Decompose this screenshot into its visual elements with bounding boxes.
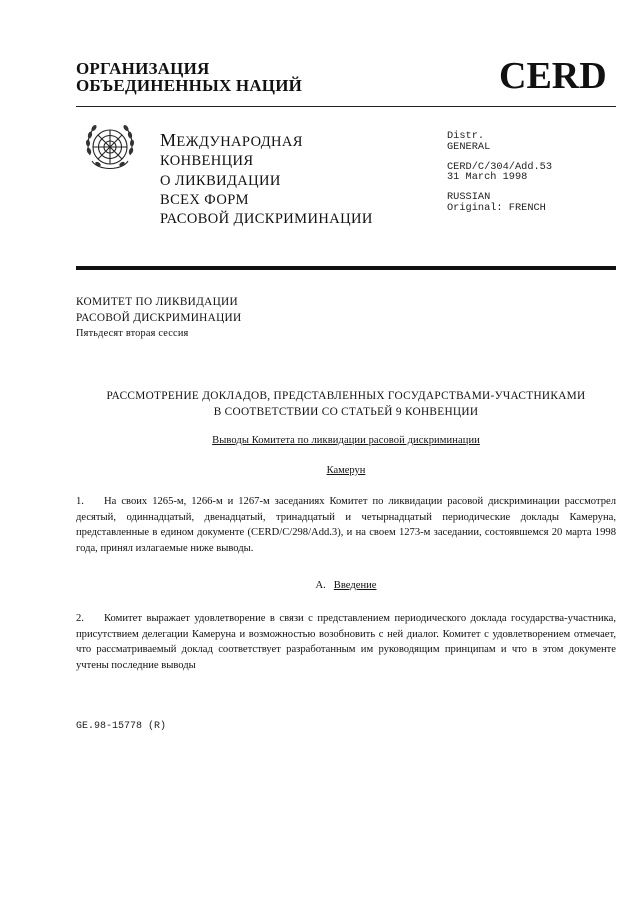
document-date: 31 March 1998	[447, 171, 528, 184]
original-language: Original: FRENCH	[447, 201, 546, 214]
convention-line-1: ЕЖДУНАРОДНАЯ	[176, 134, 303, 150]
convention-line-4: ВСЕХ ФОРМ	[160, 191, 249, 208]
org-line-2: ОБЪЕДИНЕННЫХ НАЦИЙ	[76, 76, 303, 95]
convention-title	[160, 131, 373, 229]
committee-line-2: РАСОВОЙ ДИСКРИМИНАЦИИ	[76, 312, 242, 324]
section-a-letter: A.	[315, 580, 326, 591]
country-heading: Камерун	[326, 465, 366, 476]
session-name: Пятьдесят вторая сессия	[76, 328, 189, 339]
paragraph-2-number: 2.	[76, 613, 84, 624]
document-number: CERD/C/304/Add.53	[447, 160, 553, 173]
document-title	[76, 388, 616, 420]
distribution-value: GENERAL	[447, 140, 491, 153]
title-line-2: В СООТВЕТСТВИИ СО СТАТЬЕЙ 9 КОНВЕНЦИИ	[213, 406, 479, 418]
convention-initial: М	[160, 130, 177, 150]
distribution-label: Distr.	[447, 130, 485, 142]
section-a-heading	[76, 580, 616, 591]
document-subtitle: Выводы Комитета по ликвидации расовой дискриминации	[212, 435, 480, 446]
committee-block	[76, 294, 241, 342]
document-language: RUSSIAN	[447, 191, 491, 204]
organization-name	[76, 60, 302, 94]
paragraph-1	[76, 494, 616, 556]
thick-divider	[76, 266, 616, 270]
convention-line-3: О ЛИКВИДАЦИИ	[160, 172, 281, 189]
paragraph-2-text: Комитет выражает удовлетворение в связи с представлением периодического доклада государства-участника, присутствием делегации Камеруна и возможностью возобновить с ней диалог. Комитет с удовлетворением отмечает, что рассматриваемый доклад соответствует разработанным им руководящим принципам и что в этом документе учтены последние выводы	[76, 613, 616, 671]
document-symbol: CERD	[499, 55, 607, 97]
section-a-label: Введение	[333, 580, 377, 591]
document-code: GE.98-15778 (R)	[76, 721, 167, 732]
convention-line-5: РАСОВОЙ ДИСКРИМИНАЦИИ	[160, 211, 373, 228]
org-line-1: ОРГАНИЗАЦИЯ	[76, 59, 210, 78]
paragraph-1-number: 1.	[76, 496, 84, 507]
paragraph-1-text: На своих 1265-м, 1266-м и 1267-м заседаниях Комитет по ликвидации расовой дискриминации рассмотрел десятый, одиннадцатый, двенадцатый, тринадцатый и четырнадцатый периодические доклады Камеруна, представленные в едином документе (CERD/C/298/Add.3), и на своем 1273-м заседании, состоявшемся 20 марта 1998 года, принял излагаемые ниже выводы.	[76, 496, 616, 554]
document-info	[447, 131, 552, 214]
convention-line-2: КОНВЕНЦИЯ	[160, 153, 254, 170]
header-divider	[76, 106, 616, 107]
un-emblem-icon	[78, 117, 142, 181]
paragraph-2	[76, 611, 616, 673]
committee-line-1: КОМИТЕТ ПО ЛИКВИДАЦИИ	[76, 296, 238, 308]
title-line-1: РАССМОТРЕНИЕ ДОКЛАДОВ, ПРЕДСТАВЛЕННЫХ ГОСУДАРСТВАМИ-УЧАСТНИКАМИ	[106, 390, 586, 402]
